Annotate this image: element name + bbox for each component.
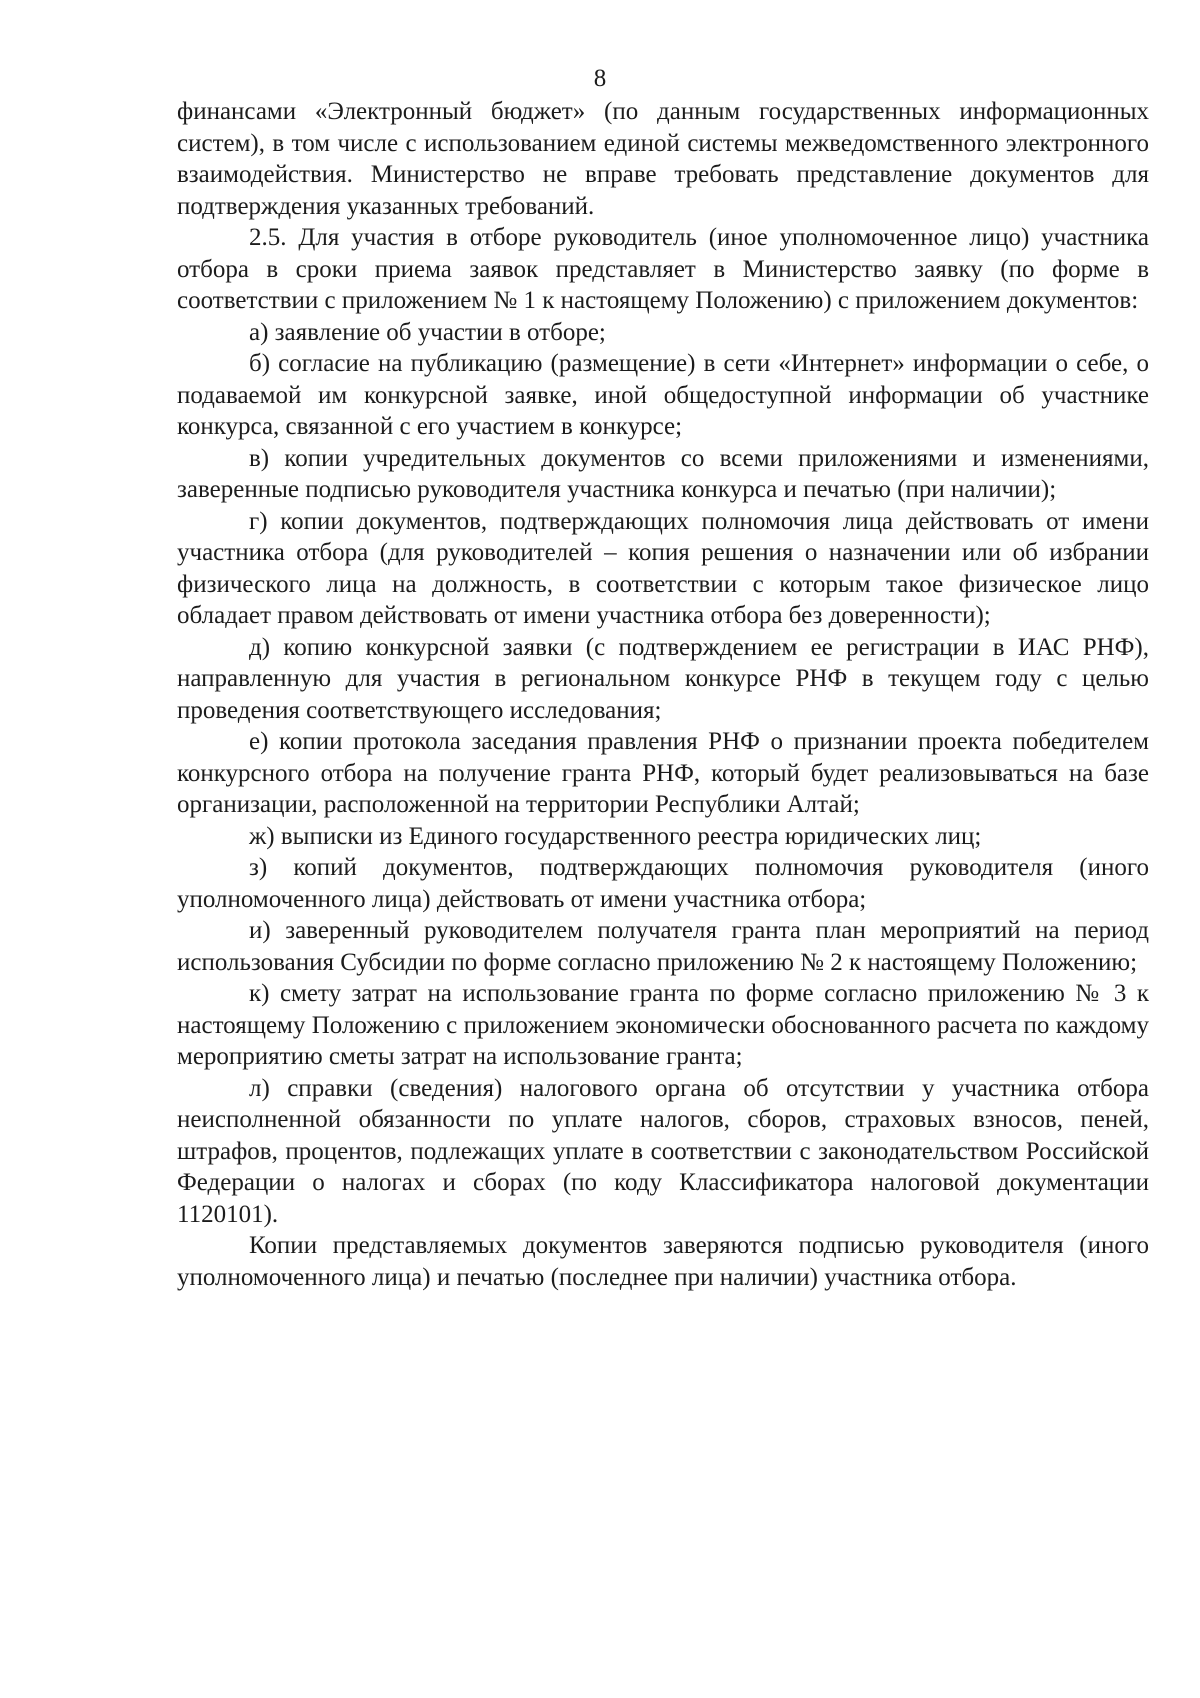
paragraph: и) заверенный руководителем получателя гранта план мероприятий на период использования Субсидии по форме согласно приложению № 2 к настоящему Положению; <box>177 917 1149 976</box>
paragraph: д) копию конкурсной заявки (с подтверждением ее регистрации в ИАС РНФ), направленную для участия в региональном конкурсе РНФ в текущем году с целью проведения соответствующего исследования; <box>177 633 1149 724</box>
paragraph: з) копий документов, подтверждающих полномочия руководителя (иного уполномоченного лица) действовать от имени участника отбора; <box>177 854 1149 913</box>
paragraph: в) копии учредительных документов со всеми приложениями и изменениями, заверенные подписью руководителя участника конкурса и печатью (при наличии); <box>177 444 1149 503</box>
paragraph: е) копии протокола заседания правления РНФ о признании проекта победителем конкурсного отбора на получение гранта РНФ, который будет реализовываться на базе организации, расположенной на территории Республики Алтай; <box>177 728 1149 818</box>
page-number: 8 <box>593 65 607 92</box>
paragraph: ж) выписки из Единого государственного реестра юридических лиц; <box>249 822 982 850</box>
paragraph: финансами «Электронный бюджет» (по данным государственных информационных систем), в том числе с использованием единой системы межведомственного электронного взаимодействия. Министерство не вправе требовать представление документов для подтверждения указанных требований. <box>177 98 1149 220</box>
document-body <box>177 96 1149 1293</box>
paragraph: Копии представляемых документов заверяются подписью руководителя (иного уполномоченного лица) и печатью (последнее при наличии) участника отбора. <box>177 1232 1149 1291</box>
paragraph: 2.5. Для участия в отборе руководитель (иное уполномоченное лицо) участника отбора в сроки приема заявок представляет в Министерство заявку (по форме в соответствии с приложением № 1 к настоящему Положению) с приложением документов: <box>177 224 1149 314</box>
paragraph: а) заявление об участии в отборе; <box>249 318 606 346</box>
paragraph: б) согласие на публикацию (размещение) в сети «Интернет» информации о себе, о подаваемой им конкурсной заявке, иной общедоступной информации об участнике конкурса, связанной с его участием в конкурсе; <box>177 350 1149 440</box>
paragraph: г) копии документов, подтверждающих полномочия лица действовать от имени участника отбора (для руководителей – копия решения о назначении или об избрании физического лица на должность, в соответствии с которым такое физическое лицо обладает правом действовать от имени участника отбора без доверенности); <box>177 507 1149 629</box>
paragraph: л) справки (сведения) налогового органа об отсутствии у участника отбора неисполненной обязанности по уплате налогов, сборов, страховых взносов, пеней, штрафов, процентов, подлежащих уплате в соответствии с законодательством Российской Федерации о налогах и сборах (по коду Классификатора налоговой документации 1120101). <box>177 1074 1149 1228</box>
paragraph: к) смету затрат на использование гранта по форме согласно приложению № 3 к настоящему Положению с приложением экономически обоснованного расчета по каждому мероприятию сметы затрат на использование гранта; <box>177 980 1149 1070</box>
